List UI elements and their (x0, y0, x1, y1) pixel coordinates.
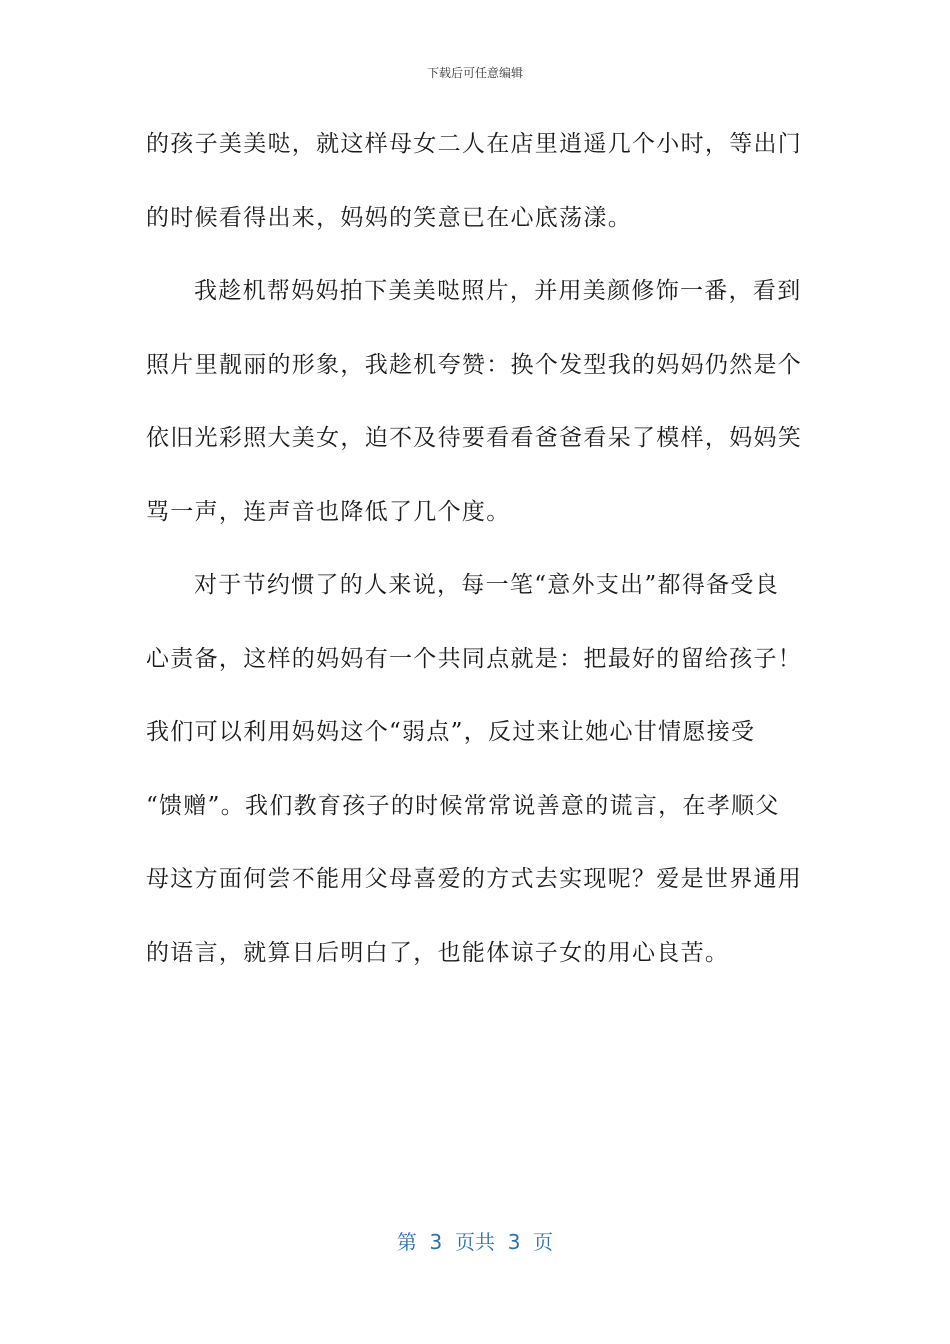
page-header: 下载后可任意编辑 (426, 66, 523, 80)
text-line: “馈赠”。我们教育孩子的时候常常说善意的谎言，在孝顺父 (146, 792, 780, 819)
text-line: 母这方面何尝不能用父母喜爱的方式去实现呢？爱是世界通用 (146, 866, 803, 892)
text-line: 的语言，就算日后明白了，也能体谅子女的用心良苦。 (146, 939, 730, 966)
text-line: 的孩子美美哒，就这样母女二人在店里逍遥几个小时，等出门 (146, 131, 803, 157)
text-line: 骂一声，连声音也降低了几个度。 (146, 498, 511, 525)
paragraph-start-line: 对于节约惯了的人来说，每一笔“意外支出”都得备受良 (194, 572, 780, 598)
text-line: 心责备，这样的妈妈有一个共同点就是：把最好的留给孩子！ (146, 645, 803, 672)
page-number-footer: 第 3 页共 3 页 (396, 1230, 554, 1254)
text-line: 的时候看得出来，妈妈的笑意已在心底荡漾。 (146, 204, 632, 231)
text-line: 我们可以利用妈妈这个“弱点”，反过来让她心甘情愿接受 (146, 719, 756, 745)
paragraph-start-line: 我趁机帮妈妈拍下美美哒照片，并用美颜修饰一番，看到 (194, 278, 802, 304)
document-body (146, 120, 806, 1002)
text-line: 照片里靓丽的形象，我趁机夸赞：换个发型我的妈妈仍然是个 (146, 351, 803, 378)
text-line: 依旧光彩照大美女，迫不及待要看看爸爸看呆了模样，妈妈笑 (146, 425, 803, 451)
